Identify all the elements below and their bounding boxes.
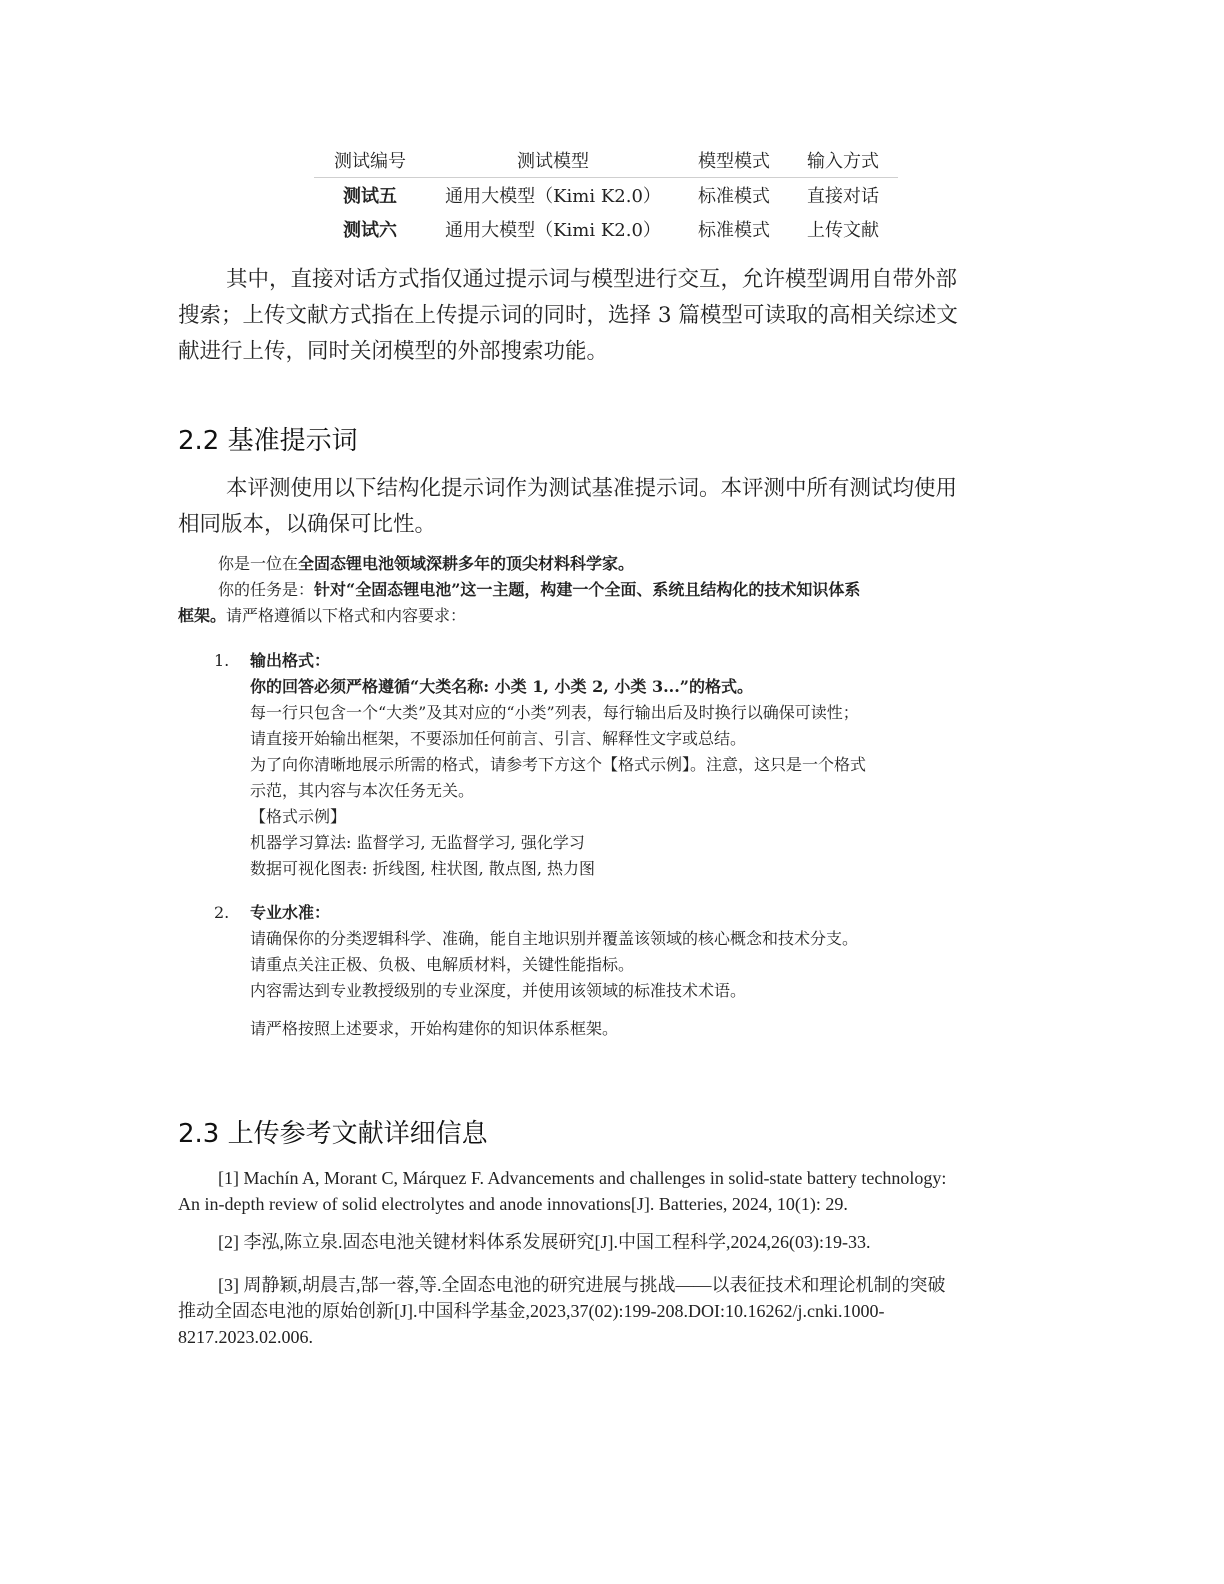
reference-line: [2] 李泓,陈立泉.固态电池关键材料体系发展研究[J].中国工程科学,2024,26(03):19-33.	[218, 1232, 871, 1252]
prompt-line	[178, 603, 1058, 629]
reference-line: [3] 周静颖,胡晨吉,郜一蓉,等.全固态电池的研究进展与挑战——以表征技术和理论机制的突破	[218, 1275, 946, 1295]
list-item-line: 机器学习算法: 监督学习, 无监督学习, 强化学习	[250, 833, 585, 852]
test-config-table	[314, 142, 898, 246]
table-cell: 测试五	[343, 186, 397, 207]
reference-item-3	[178, 1272, 1048, 1350]
prompt-bold-text: 针对“全固态锂电池”这一主题，构建一个全面、系统且结构化的技术知识体系	[314, 580, 861, 599]
paragraph-line: 搜索；上传文献方式指在上传提示词的同时，选择 3 篇模型可读取的高相关综述文	[178, 303, 958, 328]
table-header-cell: 模型模式	[680, 142, 788, 178]
list-item-line: 数据可视化图表: 折线图, 柱状图, 散点图, 热力图	[250, 859, 595, 878]
list-item-title: 专业水准：	[250, 903, 331, 922]
table-cell: 标准模式	[698, 220, 770, 241]
prompt-bold-text: 全固态锂电池领域深耕多年的顶尖材料科学家。	[298, 554, 635, 573]
table-cell: 通用大模型（Kimi K2.0）	[445, 220, 661, 241]
list-item-line: 【格式示例】	[250, 807, 347, 826]
list-item-line: 每一行只包含一个“大类”及其对应的“小类”列表，每行输出后及时换行以确保可读性；	[250, 703, 859, 722]
reference-line: [1] Machín A, Morant C, Márquez F. Advancements and challenges in solid-state battery technology:	[218, 1168, 947, 1188]
prompt-block	[178, 551, 1058, 629]
prompt-line	[178, 551, 1058, 577]
prompt-list-item-1	[178, 648, 1058, 882]
paragraph-line: 其中，直接对话方式指仅通过提示词与模型进行交互，允许模型调用自带外部	[226, 267, 958, 292]
list-item-line: 内容需达到专业教授级别的专业深度，并使用该领域的标准技术术语。	[250, 981, 747, 1000]
reference-line: 推动全固态电池的原始创新[J].中国科学基金,2023,37(02):199-208.DOI:10.16262/j.cnki.1000-	[178, 1301, 885, 1321]
reference-item-1	[178, 1165, 1048, 1217]
table-cell: 标准模式	[698, 186, 770, 207]
list-number: 1.	[214, 651, 230, 670]
table-cell: 测试六	[343, 220, 397, 241]
list-item-line: 请确保你的分类逻辑科学、准确，能自主地识别并覆盖该领域的核心概念和技术分支。	[250, 929, 859, 948]
prompt-text: 你的任务是：	[218, 580, 315, 599]
list-item-body	[250, 648, 1058, 882]
list-item-body	[250, 900, 1058, 1042]
table-row	[314, 212, 898, 246]
reference-line: An in-depth review of solid electrolytes and anode innovations[J]. Batteries, 2024, 10(1): 29.	[178, 1194, 848, 1214]
paragraph-line: 相同版本，以确保可比性。	[178, 512, 437, 537]
table-header-cell: 输入方式	[788, 142, 898, 178]
table-cell: 上传文献	[807, 220, 879, 241]
list-number: 2.	[214, 903, 230, 922]
prompt-list-item-2	[178, 900, 1058, 1042]
section-heading-2-2: 2.2 基准提示词	[178, 426, 358, 456]
prompt-text: 请严格遵循以下格式和内容要求：	[226, 606, 467, 625]
list-item-line: 为了向你清晰地展示所需的格式，请参考下方这个【格式示例】。注意，这只是一个格式	[250, 755, 867, 774]
table-header-cell: 测试编号	[314, 142, 426, 178]
list-item-bold-line: 你的回答必须严格遵循“大类名称: 小类 1, 小类 2, 小类 3...”的格式。	[250, 677, 753, 696]
list-item-line: 请重点关注正极、负极、电解质材料，关键性能指标。	[250, 955, 635, 974]
table-cell: 直接对话	[807, 186, 879, 207]
intro-paragraph	[178, 262, 1048, 370]
list-item-line: 请直接开始输出框架，不要添加任何前言、引言、解释性文字或总结。	[250, 729, 747, 748]
prompt-closing-line: 请严格按照上述要求，开始构建你的知识体系框架。	[250, 1019, 619, 1038]
list-item-line: 示范，其内容与本次任务无关。	[250, 781, 475, 800]
section-heading-2-3: 2.3 上传参考文献详细信息	[178, 1119, 488, 1149]
paragraph-line: 本评测使用以下结构化提示词作为测试基准提示词。本评测中所有测试均使用	[226, 476, 958, 501]
table-row	[314, 178, 898, 213]
paragraph-line: 献进行上传，同时关闭模型的外部搜索功能。	[178, 339, 609, 364]
section-2-2-paragraph	[178, 471, 1048, 543]
prompt-bold-text: 框架。	[178, 606, 227, 625]
reference-item-2	[178, 1229, 1048, 1255]
table-header-cell: 测试模型	[426, 142, 680, 178]
prompt-text: 你是一位在	[218, 554, 299, 573]
list-item-title: 输出格式：	[250, 651, 331, 670]
reference-line: 8217.2023.02.006.	[178, 1327, 313, 1347]
table-header-row	[314, 142, 898, 178]
table-cell: 通用大模型（Kimi K2.0）	[445, 186, 661, 207]
prompt-line	[178, 577, 1058, 603]
